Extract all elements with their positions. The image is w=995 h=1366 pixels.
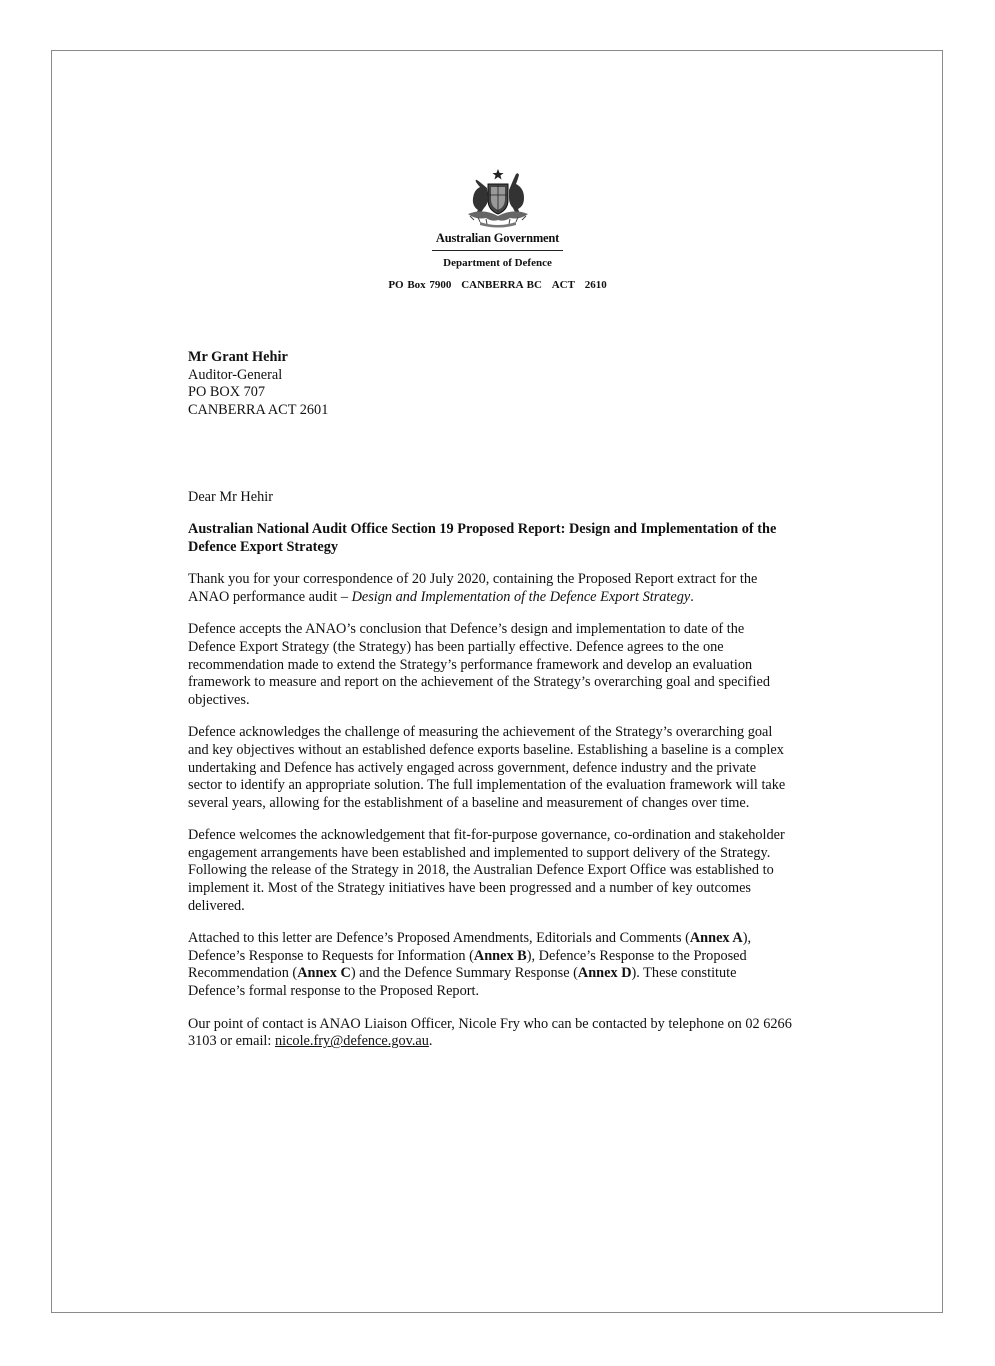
paragraph-1 [188, 571, 793, 606]
letterhead-address [0, 279, 995, 291]
paragraph-2: Defence accepts the ANAO’s conclusion that Defence’s design and implementation to date of the Defence Export Strategy (the Strategy) has been partially effective. Defence agrees to the one recommendation made to extend the Strategy’s performance framework and develop an evaluation framework to measure and report on the achievement of the Strategy’s overarching goal and specified objectives. [188, 621, 770, 708]
paragraph-5-text-4: ) and the Defence Summary Response ( [350, 965, 578, 982]
paragraph-6-end: . [428, 1033, 433, 1050]
government-name: Australian Government [432, 231, 563, 251]
paragraph-6-text: Our point of contact is ANAO Liaison Officer, Nicole Fry who can be contacted by telephone on 02 6266 3103 or email: [188, 1015, 792, 1050]
recipient-block [188, 349, 793, 419]
paragraph-1-text: Thank you for your correspondence of 20 July 2020, containing the Proposed Report extract for the ANAO performance audit – [188, 571, 758, 605]
territory: ACT [551, 279, 575, 291]
subject-line: Australian National Audit Office Section 19 Proposed Report: Design and Implementation of the Defence Export Strategy [188, 520, 777, 555]
annex-d: Annex D [577, 965, 632, 982]
annex-c: Annex C [297, 965, 351, 982]
letter-body [188, 349, 793, 1051]
paragraph-5-text-2: ), Defence’s Response to Requests for Information ( [188, 930, 752, 964]
paragraph-1-end: . [690, 588, 694, 605]
recipient-name: Mr Grant Hehir [188, 349, 288, 365]
letterhead [0, 168, 995, 291]
paragraph-6 [188, 1016, 793, 1051]
salutation: Dear Mr Hehir [188, 489, 273, 506]
coat-of-arms-icon [458, 168, 538, 228]
recipient-address-line-1: PO BOX 707 [188, 384, 266, 401]
city: CANBERRA BC [461, 279, 542, 291]
recipient-title: Auditor-General [188, 366, 283, 383]
paragraph-4: Defence welcomes the acknowledgement that fit-for-purpose governance, co-ordination and stakeholder engagement arrangements have been established and implemented to support delivery of the Strategy. Following the release of the Strategy in 2018, the Australian Defence Export Office was established to implement it. Most of the Strategy initiatives have been progressed and a number of key outcomes delivered. [188, 827, 785, 914]
paragraph-5-text-3: ), Defence’s Response to the Proposed Recommendation ( [188, 947, 747, 982]
paragraph-5-text-1: Attached to this letter are Defence’s Proposed Amendments, Editorials and Comments ( [188, 930, 690, 947]
report-title: Design and Implementation of the Defence Export Strategy [351, 588, 691, 605]
annex-a: Annex A [689, 930, 743, 947]
paragraph-5 [188, 930, 793, 1000]
paragraph-5-text-5: ). These constitute Defence’s formal response to the Proposed Report. [188, 965, 737, 1000]
recipient-address-line-2: CANBERRA ACT 2601 [188, 401, 329, 418]
annex-b: Annex B [473, 947, 527, 964]
contact-email-link[interactable]: nicole.fry@defence.gov.au [274, 1033, 429, 1050]
po-box: PO Box 7900 [388, 279, 452, 291]
postcode: 2610 [584, 279, 607, 291]
paragraph-3: Defence acknowledges the challenge of measuring the achievement of the Strategy’s overarching goal and key objectives without an established defence exports baseline. Establishing a baseline is a complex undertaking and Defence has actively engaged across government, defence industry and the private sector to identify an appropriate solution. The full implementation of the evaluation framework will take several years, allowing for the establishment of a baseline and measurement of changes over time. [188, 724, 786, 811]
department-name: Department of Defence [443, 257, 552, 269]
